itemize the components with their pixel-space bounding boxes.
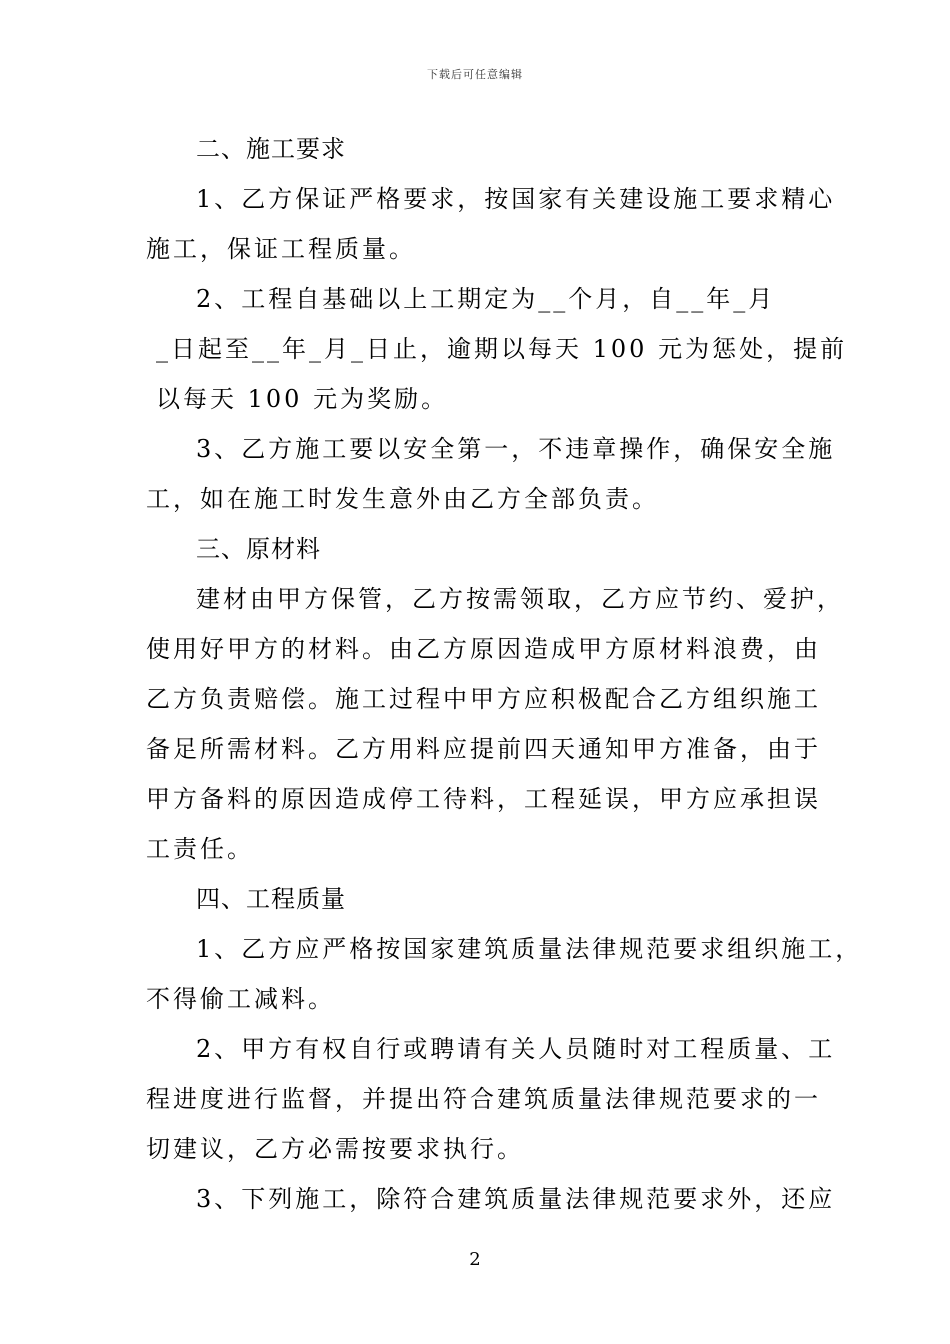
section-heading-raw-materials: 三、原材料: [196, 535, 321, 563]
paragraph-line: 2、甲方有权自行或聘请有关人员随时对工程质量、工: [196, 1035, 836, 1063]
paragraph-line: 1、乙方应严格按国家建筑质量法律规范要求组织施工，: [196, 935, 863, 963]
paragraph-line: 乙方负责赔偿。施工过程中甲方应积极配合乙方组织施工: [146, 685, 821, 713]
section-heading-quality: 四、工程质量: [196, 885, 346, 913]
paragraph-line: 工责任。: [146, 835, 254, 863]
document-body: [146, 124, 863, 1224]
paragraph-line: 备足所需材料。乙方用料应提前四天通知甲方准备，由于: [146, 735, 821, 763]
paragraph-line: 3、下列施工，除符合建筑质量法律规范要求外，还应: [196, 1185, 836, 1213]
paragraph-line: 工，如在施工时发生意外由乙方全部负责。: [146, 485, 659, 513]
paragraph-line: 2、工程自基础以上工期定为__个月，自__年_月: [196, 285, 776, 313]
paragraph-line: 建材由甲方保管，乙方按需领取，乙方应节约、爱护，: [196, 585, 844, 613]
paragraph-line: 1、乙方保证严格要求，按国家有关建设施工要求精心: [196, 185, 836, 213]
section-heading-construction-requirements: 二、施工要求: [196, 135, 346, 163]
paragraph-line: 施工，保证工程质量。: [146, 235, 416, 263]
paragraph-line: 3、乙方施工要以安全第一，不违章操作，确保安全施: [196, 435, 836, 463]
paragraph-line: 不得偷工减料。: [146, 985, 335, 1013]
page-number: 2: [469, 1249, 481, 1270]
paragraph-line: 使用好甲方的材料。由乙方原因造成甲方原材料浪费，由: [146, 635, 821, 663]
paragraph-line: 以每天 100 元为奖励。: [156, 385, 449, 413]
paragraph-line: _日起至__年_月_日止，逾期以每天 100 元为惩处，提前: [156, 335, 848, 363]
paragraph-line: 切建议，乙方必需按要求执行。: [146, 1135, 524, 1163]
paragraph-line: 甲方备料的原因造成停工待料，工程延误，甲方应承担误: [146, 785, 821, 813]
header-note: 下载后可任意编辑: [427, 68, 523, 81]
paragraph-line: 程进度进行监督，并提出符合建筑质量法律规范要求的一: [146, 1085, 821, 1113]
